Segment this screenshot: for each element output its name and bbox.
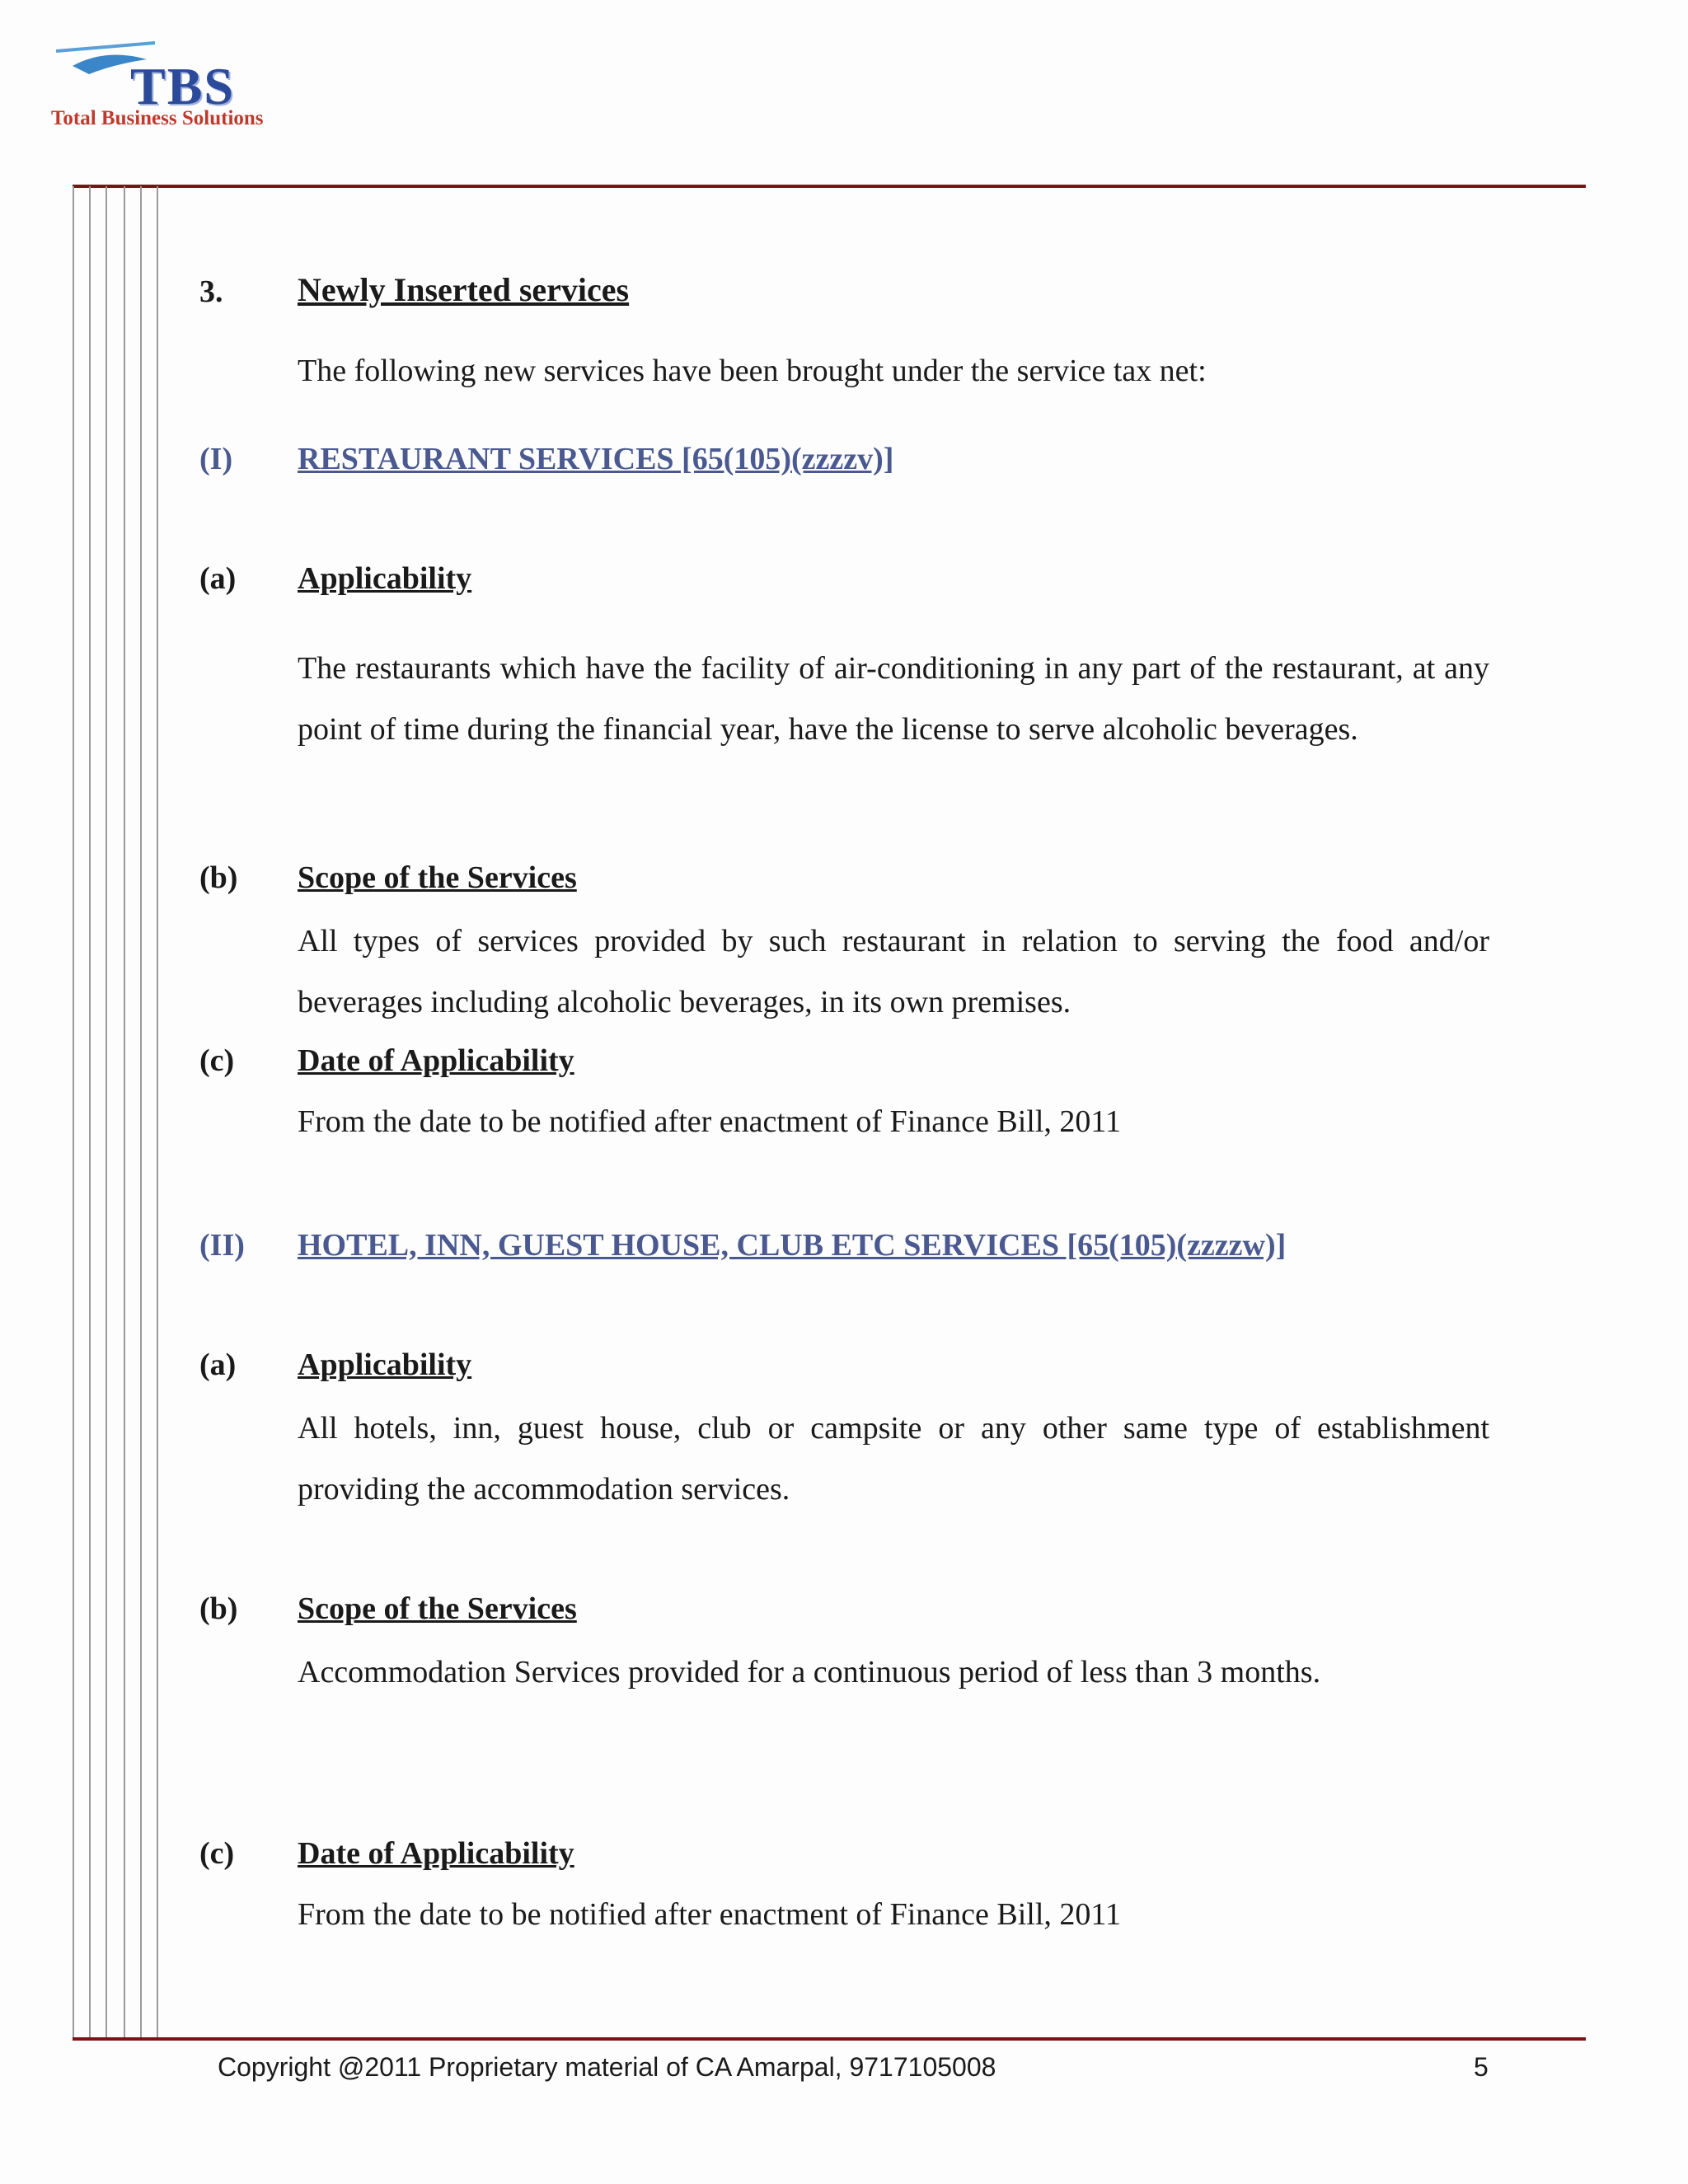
margin-line: [106, 186, 107, 2039]
item-label: (b): [199, 1591, 238, 1626]
item-heading: Scope of the Services: [298, 1591, 577, 1626]
item-text: From the date to be notified after enactment of Finance Bill, 2011: [298, 1104, 1121, 1139]
item-label: (c): [199, 1836, 235, 1871]
item-label: (a): [199, 561, 237, 596]
item-heading: Date of Applicability: [298, 1043, 574, 1078]
item-label: (b): [199, 860, 238, 895]
item-heading: Date of Applicability: [298, 1836, 574, 1871]
margin-line: [140, 186, 142, 2039]
margin-line: [157, 186, 158, 2039]
item-text: From the date to be notified after enactment of Finance Bill, 2011: [298, 1897, 1121, 1932]
item-text: Accommodation Services provided for a continuous period of less than 3 months.: [298, 1655, 1321, 1690]
section-intro: The following new services have been brought under the service tax net:: [298, 354, 1207, 388]
logo-text: TBS: [130, 57, 235, 115]
item-text: All hotels, inn, guest house, club or campsite or any other same type of establishment providing the accommodation services.: [298, 1411, 1489, 1507]
company-logo: [48, 41, 345, 140]
bottom-rule: [73, 2037, 1586, 2041]
margin-line: [89, 186, 91, 2039]
top-rule: [73, 185, 1586, 188]
service-numeral: (I): [199, 442, 233, 476]
margin-line: [73, 186, 74, 2039]
service-title: RESTAURANT SERVICES [65(105)(zzzzv)]: [298, 442, 894, 476]
item-label: (a): [199, 1347, 237, 1382]
item-label: (c): [199, 1043, 235, 1078]
item-heading: Applicability: [298, 561, 472, 596]
margin-line: [124, 186, 125, 2039]
item-text: The restaurants which have the facility of air-conditioning in any part of the restaurant, at any point of time during the financial year, have the license to serve alcoholic beverages.: [298, 651, 1489, 747]
page-number: 5: [1474, 2052, 1489, 2082]
section-title: Newly Inserted services: [298, 271, 630, 308]
item-heading: Applicability: [298, 1347, 472, 1382]
section-number: 3.: [199, 274, 223, 309]
footer-copyright: Copyright @2011 Proprietary material of CA Amarpal, 9717105008: [218, 2052, 996, 2082]
logo-subtitle: Total Business Solutions: [51, 107, 264, 129]
service-title: HOTEL, INN, GUEST HOUSE, CLUB ETC SERVICES [65(105)(zzzzw)]: [298, 1228, 1287, 1263]
item-text: All types of services provided by such restaurant in relation to serving the food and/or beverages including alcoholic beverages, in its own premises.: [298, 924, 1489, 1019]
item-heading: Scope of the Services: [298, 860, 577, 895]
service-numeral: (II): [199, 1228, 245, 1263]
